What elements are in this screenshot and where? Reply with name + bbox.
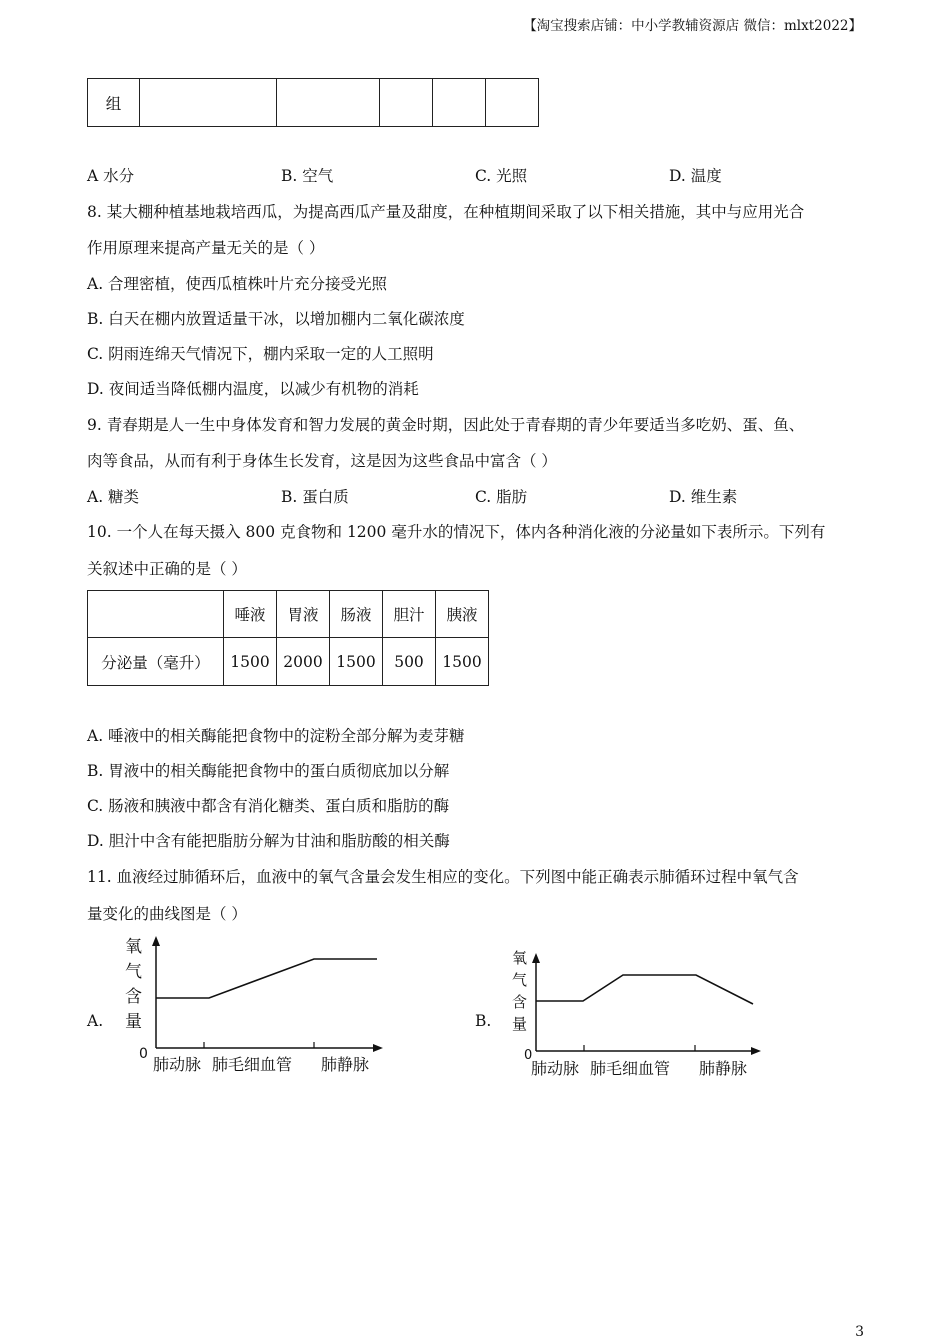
table-header-cell: 唾液 — [224, 591, 277, 638]
graph-b-ylabel-char: 气 — [512, 971, 528, 989]
top-table — [87, 78, 539, 127]
table-cell — [380, 79, 433, 127]
table-header-cell — [88, 591, 224, 638]
graph-b — [505, 945, 770, 1085]
graph-b-ylabel — [512, 949, 527, 1033]
q10-option-d: D. 胆汁中含有能把脂肪分解为甘油和脂肪酸的相关酶 — [87, 832, 450, 850]
q10-option-a: A. 唾液中的相关酶能把食物中的淀粉全部分解为麦芽糖 — [87, 727, 465, 745]
graph-b-xlabel: 肺动脉 — [531, 1059, 580, 1078]
graph-b-ylabel-char: 量 — [512, 1015, 528, 1033]
table-cell: 1500 — [436, 638, 489, 686]
q11-option-a-label: A. — [87, 1012, 104, 1030]
q7-option-a: A 水分 — [87, 167, 135, 185]
graph-a-ylabel-char: 气 — [125, 962, 142, 982]
table-cell: 组 — [88, 79, 140, 127]
table-row-label: 分泌量（毫升） — [88, 638, 224, 686]
q9-option-a: A. 糖类 — [87, 488, 140, 506]
graph-b-xlabel: 肺毛细血管 — [590, 1059, 671, 1078]
table-cell: 500 — [383, 638, 436, 686]
graph-a-xlabel: 肺静脉 — [321, 1055, 370, 1074]
secretion-table — [87, 590, 489, 686]
q8-option-c: C. 阴雨连绵天气情况下，棚内采取一定的人工照明 — [87, 345, 434, 363]
table-cell — [433, 79, 486, 127]
q9-option-d: D. 维生素 — [669, 488, 738, 506]
q10-option-b: B. 胃液中的相关酶能把食物中的蛋白质彻底加以分解 — [87, 762, 450, 780]
q11-option-b-label: B. — [475, 1012, 492, 1030]
q11-stem-line2: 量变化的曲线图是（ ） — [87, 905, 247, 923]
graph-a-x-arrow-icon — [373, 1044, 383, 1052]
graph-a-y-arrow-icon — [152, 936, 160, 946]
q8-option-d: D. 夜间适当降低棚内温度，以减少有机物的消耗 — [87, 380, 419, 398]
graph-a-curve — [156, 959, 377, 998]
q7-option-d: D. 温度 — [669, 167, 722, 185]
graph-b-ylabel-char: 含 — [512, 993, 528, 1011]
graph-b-xlabel: 肺静脉 — [699, 1059, 748, 1078]
q10-stem-line2: 关叙述中正确的是（ ） — [87, 560, 247, 578]
graph-a-xlabel: 肺动脉 — [153, 1055, 202, 1074]
table-cell: 2000 — [277, 638, 330, 686]
page-number: 3 — [855, 1324, 864, 1340]
table-row — [88, 638, 489, 686]
table-cell — [277, 79, 380, 127]
graph-a-ylabel — [125, 937, 142, 1032]
table-header-cell: 胰液 — [436, 591, 489, 638]
q8-stem-line1: 8. 某大棚种植基地栽培西瓜，为提高西瓜产量及甜度，在种植期间采取了以下相关措施，其中与应用光合 — [87, 203, 805, 221]
graph-a — [115, 930, 390, 1080]
q10-option-c: C. 肠液和胰液中都含有消化糖类、蛋白质和脂肪的酶 — [87, 797, 450, 815]
graph-a-ylabel-char: 氧 — [125, 937, 142, 957]
table-cell — [140, 79, 277, 127]
q8-stem-line2: 作用原理来提高产量无关的是（ ） — [87, 239, 325, 257]
q9-stem-line2: 肉等食品，从而有利于身体生长发育，这是因为这些食品中富含（ ） — [87, 452, 557, 470]
q8-option-b: B. 白天在棚内放置适量干冰，以增加棚内二氧化碳浓度 — [87, 310, 465, 328]
q8-option-a: A. 合理密植，使西瓜植株叶片充分接受光照 — [87, 275, 388, 293]
table-header-cell: 胃液 — [277, 591, 330, 638]
graph-b-y-arrow-icon — [532, 953, 540, 963]
graph-a-ylabel-char: 量 — [125, 1012, 142, 1032]
q11-stem-line1: 11. 血液经过肺循环后，血液中的氧气含量会发生相应的变化。下列图中能正确表示肺循环过程中氧气含 — [87, 868, 799, 886]
graph-b-x-arrow-icon — [751, 1047, 761, 1055]
q10-stem-line1: 10. 一个人在每天摄入 800 克食物和 1200 毫升水的情况下，体内各种消化液的分泌量如下表所示。下列有 — [87, 523, 826, 541]
graph-b-curve — [536, 975, 753, 1004]
table-cell — [486, 79, 539, 127]
graph-b-ylabel-char: 氧 — [512, 949, 528, 967]
table-row — [88, 591, 489, 638]
q9-option-b: B. 蛋白质 — [281, 488, 349, 506]
q7-option-c: C. 光照 — [475, 167, 528, 185]
table-cell: 1500 — [330, 638, 383, 686]
q9-stem-line1: 9. 青春期是人一生中身体发育和智力发展的黄金时期，因此处于青春期的青少年要适当多吃奶、蛋、鱼、 — [87, 416, 805, 434]
table-header-cell: 肠液 — [330, 591, 383, 638]
q7-option-b: B. 空气 — [281, 167, 334, 185]
table-cell: 1500 — [224, 638, 277, 686]
graph-a-xlabel: 肺毛细血管 — [212, 1055, 293, 1074]
graph-a-origin: 0 — [139, 1046, 148, 1062]
graph-b-origin: 0 — [524, 1048, 533, 1063]
q9-option-c: C. 脂肪 — [475, 488, 528, 506]
page-header: 【淘宝搜索店铺：中小学教辅资源店 微信：mlxt2022】 — [523, 18, 862, 34]
table-header-cell: 胆汁 — [383, 591, 436, 638]
graph-a-ylabel-char: 含 — [125, 987, 142, 1007]
